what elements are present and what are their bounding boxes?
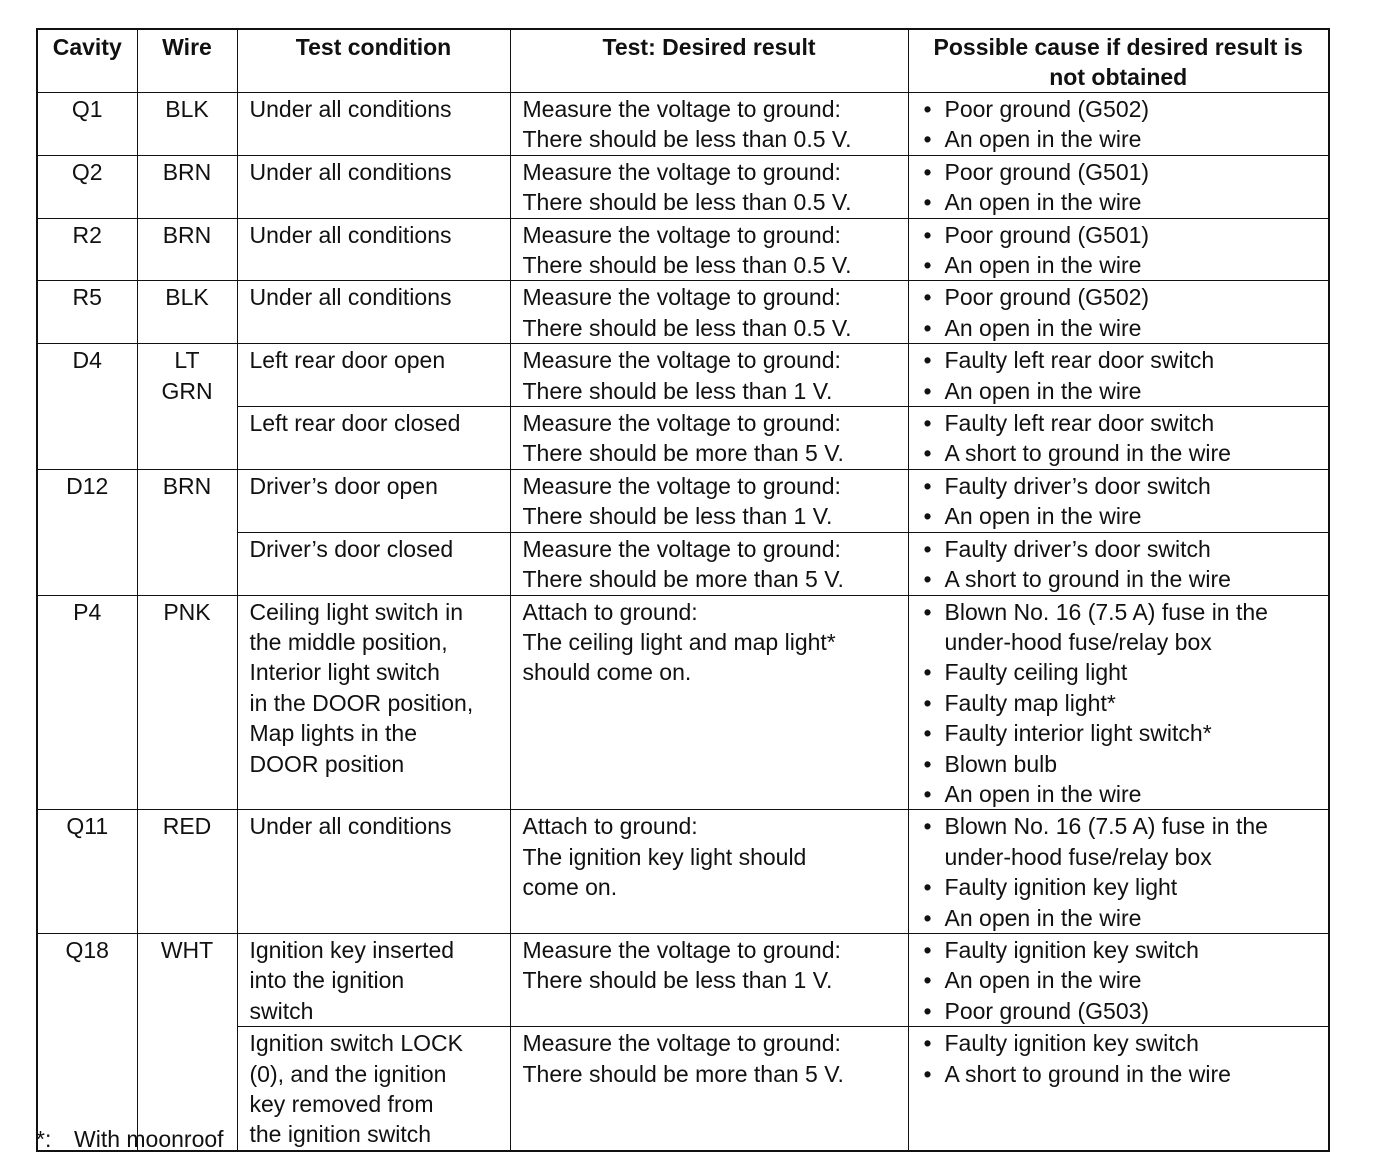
desired-result-cell: Measure the voltage to ground: There should be less than 0.5 V. [510, 155, 908, 218]
cause-item [921, 903, 1321, 933]
bullet-icon: • [923, 689, 932, 716]
test-condition-cell: Under all conditions [237, 155, 510, 218]
wire-cell: BRN [137, 218, 237, 281]
cause-text: Faulty left rear door switch [944, 410, 1215, 437]
cause-item [921, 688, 1321, 718]
cause-list [921, 94, 1321, 155]
cause-item [921, 872, 1321, 902]
cause-text: Blown No. 16 (7.5 A) fuse in the under-hood fuse/relay box [944, 813, 1268, 870]
cause-text: An open in the wire [944, 252, 1142, 279]
desired-result-cell: Attach to ground: The ceiling light and map light* should come on. [510, 595, 908, 810]
bullet-icon: • [923, 96, 932, 122]
bullet-icon: • [923, 284, 932, 311]
test-condition-cell: Ignition switch LOCK (0), and the ignition key removed from the ignition switch [237, 1027, 510, 1151]
desired-result-cell: Measure the voltage to ground: There should be less than 0.5 V. [510, 93, 908, 156]
wire-cell: BLK [137, 93, 237, 156]
bullet-icon: • [923, 1030, 932, 1057]
bullet-icon: • [923, 221, 932, 248]
cause-item [921, 749, 1321, 779]
possible-cause-cell [908, 155, 1329, 218]
cause-text: Blown No. 16 (7.5 A) fuse in the under-hood fuse/relay box [944, 598, 1268, 655]
cavity-cell: R5 [37, 281, 137, 344]
table-row [37, 218, 1329, 281]
header-wire: Wire [137, 29, 237, 93]
cause-item [921, 250, 1321, 280]
wire-cell: BRN [137, 155, 237, 218]
cause-text: Faulty left rear door switch [944, 347, 1215, 374]
bullet-icon: • [923, 750, 932, 777]
bullet-icon: • [923, 813, 932, 840]
bullet-icon: • [923, 252, 932, 279]
cause-text: Faulty ignition key switch [944, 1030, 1199, 1057]
cause-item [921, 935, 1321, 965]
possible-cause-cell [908, 532, 1329, 595]
possible-cause-cell [908, 93, 1329, 156]
header-row [37, 29, 1329, 93]
cause-text: An open in the wire [944, 904, 1142, 931]
bullet-icon: • [923, 126, 932, 153]
test-condition-cell: Under all conditions [237, 281, 510, 344]
test-condition-cell: Under all conditions [237, 93, 510, 156]
bullet-icon: • [923, 158, 932, 185]
test-condition-cell: Ceiling light switch in the middle position, Interior light switch in the DOOR position, Map lights in the DOOR position [237, 595, 510, 810]
possible-cause-cell [908, 469, 1329, 532]
desired-result-cell: Attach to ground: The ignition key light should come on. [510, 810, 908, 934]
cavity-cell: D12 [37, 469, 137, 595]
bullet-icon: • [923, 904, 932, 931]
test-table-container [36, 28, 1328, 1152]
table-body [37, 93, 1329, 1151]
cause-item [921, 811, 1321, 872]
cause-item [921, 220, 1321, 250]
cause-text: A short to ground in the wire [944, 440, 1231, 467]
test-condition-cell: Left rear door open [237, 344, 510, 407]
cause-text: An open in the wire [944, 189, 1142, 216]
bullet-icon: • [923, 377, 932, 404]
cause-text: Poor ground (G502) [944, 96, 1150, 122]
cause-text: Poor ground (G501) [944, 158, 1150, 185]
header-test-condition: Test condition [237, 29, 510, 93]
cause-list [921, 471, 1321, 532]
cavity-cell: P4 [37, 595, 137, 810]
cause-item [921, 1059, 1321, 1089]
header-cavity: Cavity [37, 29, 137, 93]
cause-text: An open in the wire [944, 314, 1142, 341]
cause-item [921, 996, 1321, 1026]
desired-result-cell: Measure the voltage to ground: There should be more than 5 V. [510, 1027, 908, 1151]
bullet-icon: • [923, 780, 932, 807]
possible-cause-cell [908, 281, 1329, 344]
test-condition-cell: Driver’s door closed [237, 532, 510, 595]
bullet-icon: • [923, 410, 932, 437]
cause-item [921, 471, 1321, 501]
cause-item [921, 157, 1321, 187]
wire-cell: PNK [137, 595, 237, 810]
footnote-mark: *: [36, 1126, 52, 1152]
table-row [37, 595, 1329, 810]
cause-text: Faulty ceiling light [944, 659, 1128, 686]
test-condition-cell: Under all conditions [237, 810, 510, 934]
bullet-icon: • [923, 720, 932, 747]
cause-text: An open in the wire [944, 503, 1142, 530]
cause-text: An open in the wire [944, 780, 1142, 807]
bullet-icon: • [923, 967, 932, 994]
table-row [37, 469, 1329, 532]
table-row [37, 93, 1329, 156]
cause-item [921, 94, 1321, 124]
bullet-icon: • [923, 874, 932, 901]
cause-item [921, 282, 1321, 312]
desired-result-cell: Measure the voltage to ground: There should be less than 1 V. [510, 344, 908, 407]
table-row [37, 344, 1329, 407]
bullet-icon: • [923, 347, 932, 374]
table-row [37, 810, 1329, 934]
header-possible-cause: Possible cause if desired result is not obtained [908, 29, 1329, 93]
cause-list [921, 935, 1321, 1026]
cause-item [921, 965, 1321, 995]
bullet-icon: • [923, 472, 932, 499]
cause-text: Faulty ignition key switch [944, 936, 1199, 963]
cause-text: Faulty interior light switch* [944, 720, 1212, 747]
possible-cause-cell [908, 810, 1329, 934]
connector-test-table [36, 28, 1330, 1152]
cause-item [921, 1028, 1321, 1058]
footnote [36, 1124, 224, 1154]
bullet-icon: • [923, 189, 932, 216]
cause-text: Faulty driver’s door switch [944, 535, 1211, 562]
cause-item [921, 124, 1321, 154]
wire-cell: BLK [137, 281, 237, 344]
bullet-icon: • [923, 566, 932, 593]
cavity-cell: Q18 [37, 933, 137, 1150]
cavity-cell: R2 [37, 218, 137, 281]
cause-item [921, 187, 1321, 217]
footnote-text: With moonroof [74, 1126, 224, 1152]
wire-cell: WHT [137, 933, 237, 1150]
possible-cause-cell [908, 595, 1329, 810]
cavity-cell: Q1 [37, 93, 137, 156]
cause-text: A short to ground in the wire [944, 566, 1231, 593]
cause-list [921, 157, 1321, 218]
cause-text: Faulty map light* [944, 689, 1116, 716]
cause-item [921, 597, 1321, 658]
cause-list [921, 1028, 1321, 1089]
desired-result-cell: Measure the voltage to ground: There should be less than 1 V. [510, 469, 908, 532]
cause-list [921, 408, 1321, 469]
cause-item [921, 376, 1321, 406]
cause-item [921, 345, 1321, 375]
bullet-icon: • [923, 659, 932, 686]
possible-cause-cell [908, 933, 1329, 1026]
cause-text: Poor ground (G503) [944, 997, 1150, 1024]
bullet-icon: • [923, 598, 932, 625]
cause-item [921, 313, 1321, 343]
possible-cause-cell [908, 1027, 1329, 1151]
cause-item [921, 564, 1321, 594]
cause-item [921, 779, 1321, 809]
cause-text: Poor ground (G502) [944, 284, 1150, 311]
cause-text: Faulty driver’s door switch [944, 472, 1211, 499]
cause-list [921, 345, 1321, 406]
desired-result-cell: Measure the voltage to ground: There should be more than 5 V. [510, 407, 908, 470]
table-row [37, 281, 1329, 344]
cause-item [921, 501, 1321, 531]
cavity-cell: D4 [37, 344, 137, 470]
cause-list [921, 282, 1321, 343]
cause-list [921, 597, 1321, 810]
desired-result-cell: Measure the voltage to ground: There should be less than 0.5 V. [510, 281, 908, 344]
cause-text: An open in the wire [944, 967, 1142, 994]
header-desired-result: Test: Desired result [510, 29, 908, 93]
bullet-icon: • [923, 997, 932, 1024]
bullet-icon: • [923, 1060, 932, 1087]
bullet-icon: • [923, 440, 932, 467]
cavity-cell: Q2 [37, 155, 137, 218]
wire-cell: LT GRN [137, 344, 237, 470]
test-condition-cell: Left rear door closed [237, 407, 510, 470]
table-row [37, 933, 1329, 1026]
wire-cell: BRN [137, 469, 237, 595]
cause-item [921, 657, 1321, 687]
cause-item [921, 438, 1321, 468]
wire-cell: RED [137, 810, 237, 934]
bullet-icon: • [923, 314, 932, 341]
cause-list [921, 534, 1321, 595]
desired-result-cell: Measure the voltage to ground: There should be less than 1 V. [510, 933, 908, 1026]
possible-cause-cell [908, 344, 1329, 407]
cause-text: Faulty ignition key light [944, 874, 1178, 901]
cause-list [921, 220, 1321, 281]
test-condition-cell: Driver’s door open [237, 469, 510, 532]
cause-item [921, 718, 1321, 748]
cavity-cell: Q11 [37, 810, 137, 934]
test-condition-cell: Ignition key inserted into the ignition switch [237, 933, 510, 1026]
bullet-icon: • [923, 936, 932, 963]
possible-cause-cell [908, 218, 1329, 281]
cause-text: An open in the wire [944, 126, 1142, 153]
cause-text: An open in the wire [944, 377, 1142, 404]
cause-item [921, 534, 1321, 564]
cause-item [921, 408, 1321, 438]
desired-result-cell: Measure the voltage to ground: There should be less than 0.5 V. [510, 218, 908, 281]
cause-text: A short to ground in the wire [944, 1060, 1231, 1087]
cause-list [921, 811, 1321, 933]
possible-cause-cell [908, 407, 1329, 470]
cause-text: Poor ground (G501) [944, 221, 1150, 248]
test-condition-cell: Under all conditions [237, 218, 510, 281]
cause-text: Blown bulb [944, 750, 1058, 777]
table-row [37, 155, 1329, 218]
bullet-icon: • [923, 535, 932, 562]
desired-result-cell: Measure the voltage to ground: There should be more than 5 V. [510, 532, 908, 595]
bullet-icon: • [923, 503, 932, 530]
